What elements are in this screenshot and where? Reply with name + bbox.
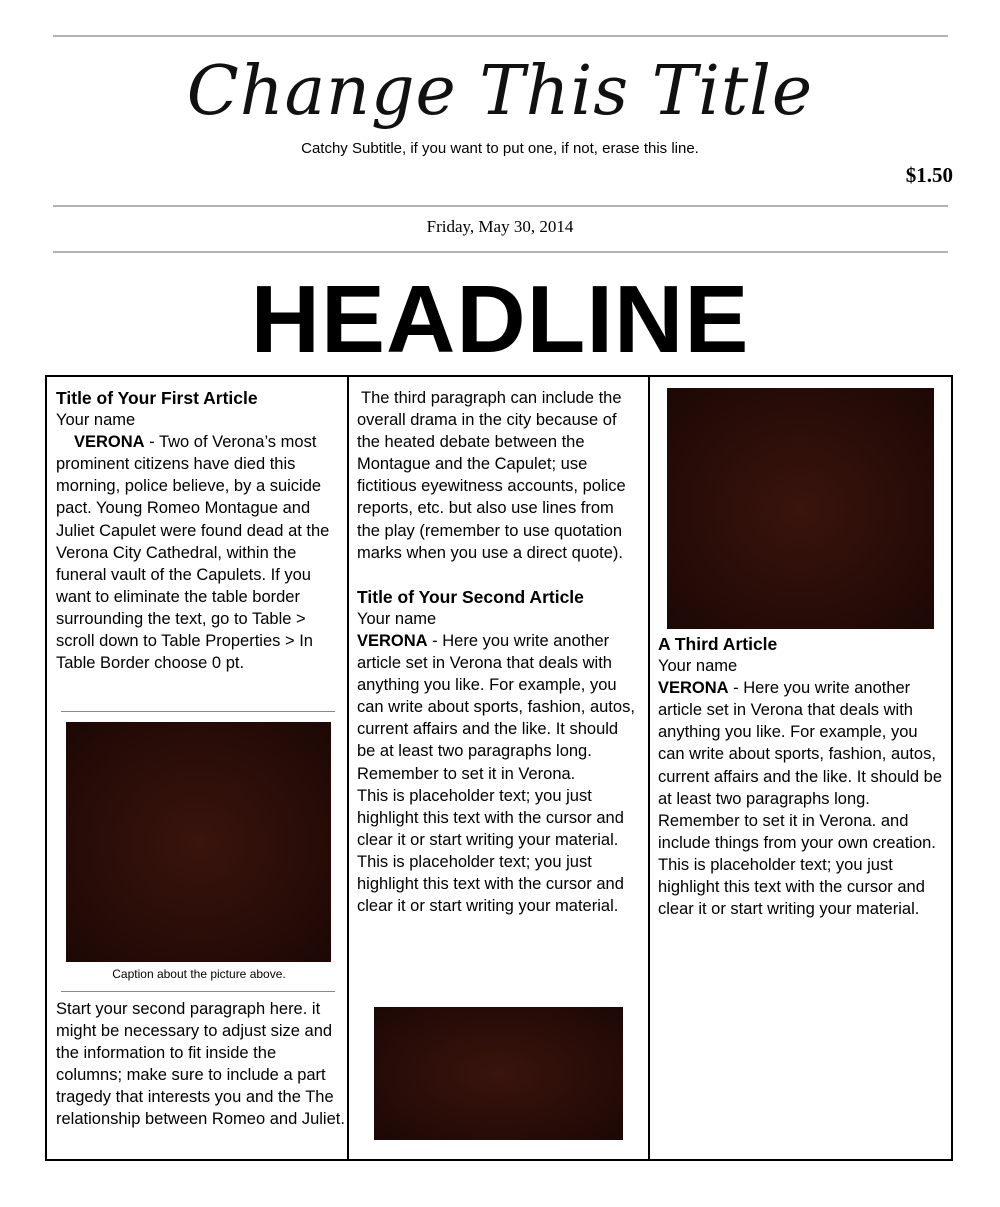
article-1-title: Title of Your First Article xyxy=(56,388,258,408)
article-1-author: Your name xyxy=(56,411,136,430)
article-2-dateline: VERONA xyxy=(357,631,428,650)
article-1-body-text: - Two of Verona’s most prominent citizens have died this morning, police believe, by a suicide pact. Young Romeo Montague and Juliet Capulet were found dead at the Verona City Cathedral, within the funeral vault of the Capulets. If you want to eliminate the table border surrounding the text, go to Table > scroll down to Table Properties > In Table Border choose 0 pt. xyxy=(56,433,330,673)
column-2 xyxy=(349,377,650,1159)
article-3-dateline: VERONA xyxy=(658,679,729,698)
article-3-placeholder: This is placeholder text; you just highlight this text with the cursor and clear it or start writing your material. xyxy=(658,855,925,919)
article-2-author: Your name xyxy=(357,609,437,628)
article-1-body xyxy=(56,431,346,674)
article-3-body-text: - Here you write another article set in Verona that deals with anything you like. For example, you can write about sports, fashion, autos, current affairs and the like. It should be at least two paragraphs long. Remember to set it in Verona. and include things from your own creation. xyxy=(658,679,943,852)
article-2-placeholder-2: This is placeholder text; you just highlight this text with the cursor and clear it or start writing your material. xyxy=(357,852,624,916)
article-2-photo xyxy=(374,1007,623,1140)
price-label: $1.50 xyxy=(905,163,953,187)
article-3-photo xyxy=(667,388,934,629)
headline: HEADLINE xyxy=(250,266,750,373)
date-top-rule xyxy=(53,205,948,207)
spacer xyxy=(357,564,641,586)
column-3 xyxy=(650,377,953,1159)
article-2-title: Title of Your Second Article xyxy=(357,586,584,607)
top-rule xyxy=(53,35,948,37)
article-2-placeholder-1: This is placeholder text; you just highlight this text with the cursor and clear it or start writing your material. xyxy=(357,786,624,849)
column-1 xyxy=(47,377,349,1159)
date-bottom-rule xyxy=(53,251,948,253)
issue-date: Friday, May 30, 2014 xyxy=(426,217,574,236)
article-3-body xyxy=(658,677,948,854)
article-3-text xyxy=(658,633,948,920)
article-1-second-paragraph: Start your second paragraph here. it might be necessary to adjust size and the information to fit inside the columns; make sure to include a part tragedy that interests you and the The relationship between Romeo and Juliet. xyxy=(56,1000,345,1129)
article-1-dateline: VERONA xyxy=(74,433,145,452)
photo-1-top-rule xyxy=(61,711,335,712)
article-1-photo xyxy=(66,722,331,962)
article-3-title: A Third Article xyxy=(658,634,778,654)
photo-1-bottom-rule xyxy=(61,991,335,992)
column-2-text xyxy=(357,387,641,917)
article-1-third-paragraph: The third paragraph can include the overall drama in the city because of the heated debate between the Montague and the Capulet; use fictitious eyewitness accounts, police reports, etc. but also use lines from the play (remember to use quotation marks when you use a direct quote). xyxy=(357,389,626,562)
article-3-author: Your name xyxy=(658,657,738,676)
newspaper-title: Change This Title xyxy=(186,52,814,131)
newspaper-subtitle: Catchy Subtitle, if you want to put one, if not, erase this line. xyxy=(301,140,699,157)
photo-1-caption: Caption about the picture above. xyxy=(112,967,286,981)
article-1-text xyxy=(56,387,346,674)
article-2-body-text: - Here you write another article set in Verona that deals with anything you like. For example, you can write about sports, fashion, autos, current affairs and the like. It should be at least two paragraphs long. Remember to set it in Verona. xyxy=(357,631,635,783)
article-2-body xyxy=(357,630,641,785)
article-table xyxy=(45,375,953,1161)
